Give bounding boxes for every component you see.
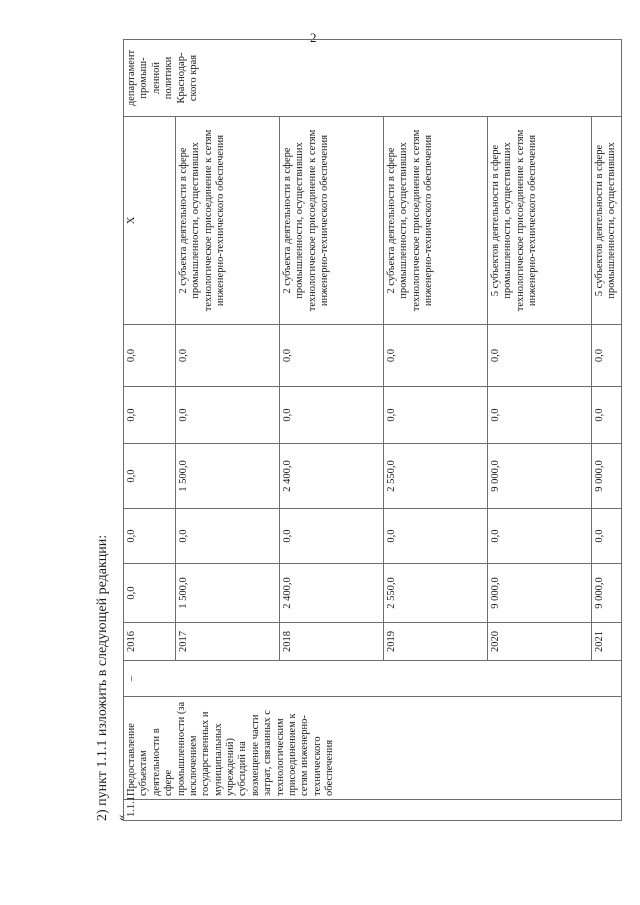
value-cell: 0,0 <box>488 325 592 387</box>
value-cell: 9 000,0 <box>488 564 592 623</box>
value-cell: 0,0 <box>280 509 384 564</box>
year-cell: 2021 <box>592 623 622 661</box>
result-cell: 2 субъекта деятельности в сфере промышленности, осуществивших технологическое присоединение к сетям инженерно-технического обеспечения <box>280 117 384 325</box>
result-cell: 5 субъектов деятельности в сфере промышленности, осуществивших технологическое присоединение к сетям инженерно-технического обеспечения <box>488 117 592 325</box>
value-cell: 0,0 <box>280 387 384 444</box>
value-cell: 2 400,0 <box>280 564 384 623</box>
year-cell: 2018 <box>280 623 384 661</box>
table-row <box>124 40 176 821</box>
value-cell: 0,0 <box>592 387 622 444</box>
program-table <box>123 39 622 821</box>
table-body <box>124 40 622 821</box>
result-cell: 2 субъекта деятельности в сфере промышленности, осуществивших технологическое присоединение к сетям инженерно-технического обеспечения <box>384 117 488 325</box>
value-cell: 9 000,0 <box>488 444 592 509</box>
value-cell: 0,0 <box>280 325 384 387</box>
value-cell: 0,0 <box>176 387 280 444</box>
year-cell: 2020 <box>488 623 592 661</box>
opening-quote: « <box>113 814 128 821</box>
value-cell: 0,0 <box>488 509 592 564</box>
value-cell: 1 500,0 <box>176 564 280 623</box>
result-cell: 2 субъекта деятельности в сфере промышленности, осуществивших технологическое присоединение к сетям инженерно-технического обеспечения <box>176 117 280 325</box>
item-number: 1.1.1 <box>124 800 622 821</box>
result-cell: 5 субъектов деятельности в сфере промышленности, осуществивших <box>592 117 622 325</box>
item-dash: – <box>124 661 622 697</box>
result-cell: Х <box>124 117 176 325</box>
value-cell: 0,0 <box>124 444 176 509</box>
value-cell: 0,0 <box>384 325 488 387</box>
year-cell: 2016 <box>124 623 176 661</box>
value-cell: 2 550,0 <box>384 444 488 509</box>
value-cell: 0,0 <box>384 509 488 564</box>
department-cell: департамент промыш-ленной политики Краснодар-ского края <box>124 40 622 117</box>
value-cell: 9 000,0 <box>592 564 622 623</box>
value-cell: 0,0 <box>124 564 176 623</box>
value-cell: 0,0 <box>592 325 622 387</box>
value-cell: 0,0 <box>124 325 176 387</box>
value-cell: 0,0 <box>592 509 622 564</box>
value-cell: 0,0 <box>176 325 280 387</box>
intro-text: 2) пункт 1.1.1 изложить в следующей редакции: <box>95 534 110 821</box>
value-cell: 0,0 <box>124 387 176 444</box>
value-cell: 2 550,0 <box>384 564 488 623</box>
value-cell: 1 500,0 <box>176 444 280 509</box>
item-title: Предоставление субъектам деятельности в сфере промышленности (за исключением государственных и муниципальных учреждений) субсидий на возмещение части затрат, связанных с технологическим присоединением к сетям инженерно-технического обеспечения <box>124 697 622 800</box>
value-cell: 0,0 <box>488 387 592 444</box>
value-cell: 0,0 <box>384 387 488 444</box>
value-cell: 0,0 <box>176 509 280 564</box>
year-cell: 2017 <box>176 623 280 661</box>
value-cell: 2 400,0 <box>280 444 384 509</box>
value-cell: 0,0 <box>124 509 176 564</box>
page-number: 2 <box>310 30 317 45</box>
value-cell: 9 000,0 <box>592 444 622 509</box>
year-cell: 2019 <box>384 623 488 661</box>
